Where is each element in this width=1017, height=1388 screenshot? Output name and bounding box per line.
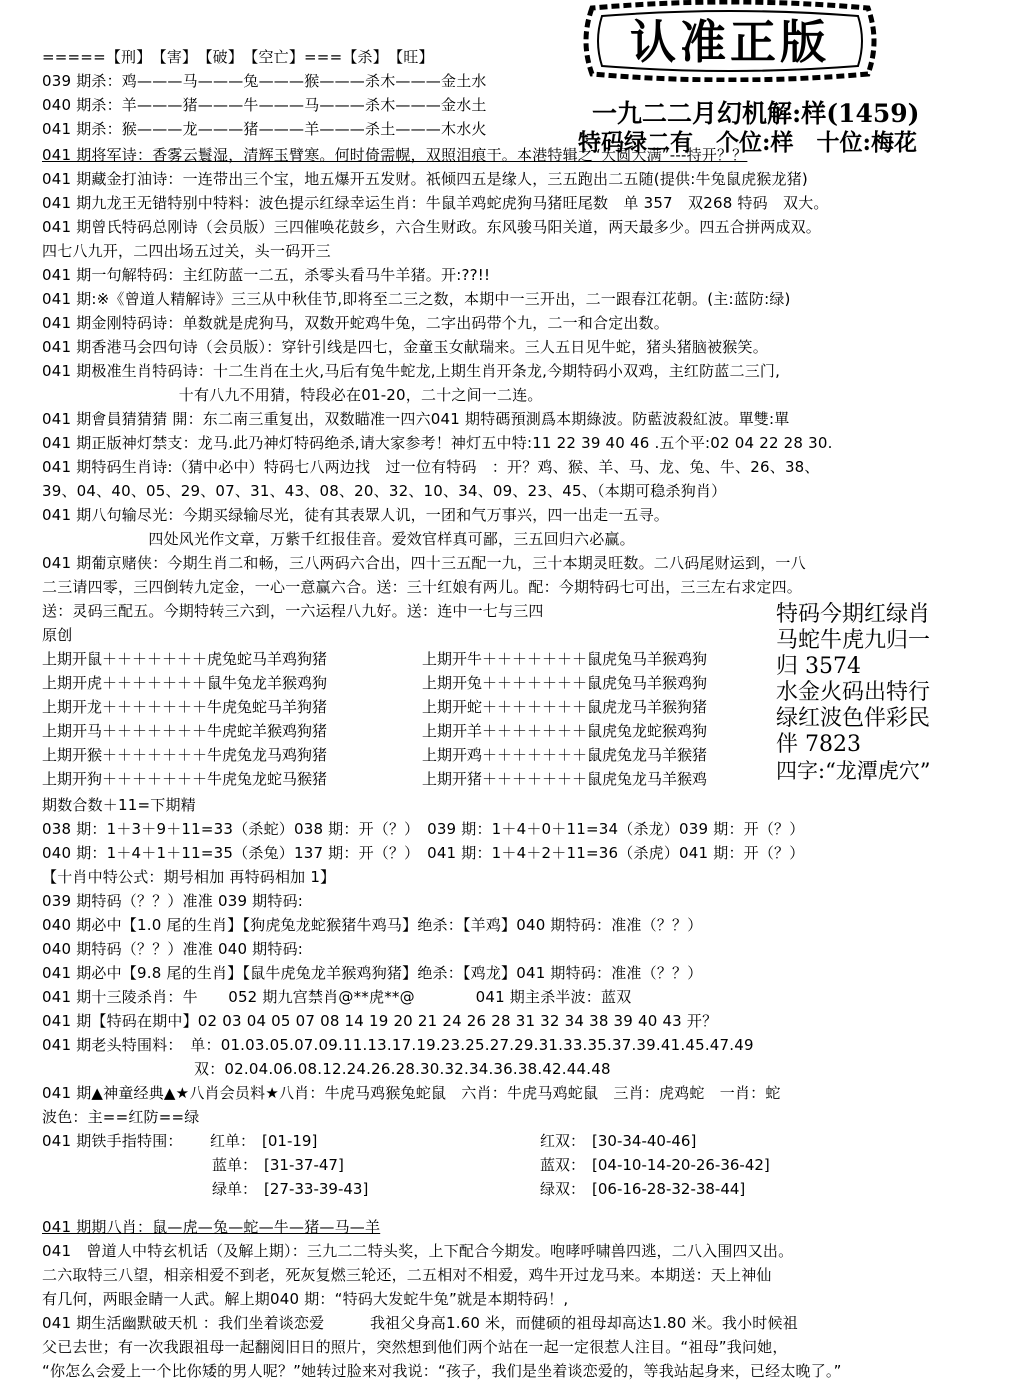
- text-line: 041 期一句解特码：主红防蓝一二五，杀零头看马牛羊猪。开:??!!: [42, 266, 491, 284]
- kill-line: 040 期杀：羊———猪———牛———马———杀木———金水土: [42, 96, 487, 114]
- side-poem-line: 绿红波色伴彩民: [776, 706, 931, 731]
- text-line: 041 期必中【9.8 尾的生肖】【鼠牛虎兔龙羊猴鸡狗猪】绝杀：【鸡龙】041 期特码：准准（？？）: [42, 964, 703, 982]
- red-single-label: 红单：: [210, 1132, 256, 1150]
- text-line: 041 期极准生肖特码诗：十二生肖在土火,马后有兔牛蛇龙,上期生肖开条龙,今期特码小双鸡，主红防蓝二三门,: [42, 362, 781, 380]
- grid-left-row: 上期开龙＋＋＋＋＋＋＋牛虎兔蛇马羊狗猪: [42, 698, 328, 716]
- grid-right-row: 上期开牛＋＋＋＋＋＋＋鼠虎兔马羊猴鸡狗: [422, 650, 708, 668]
- grid-right-row: 上期开鸡＋＋＋＋＋＋＋鼠虎兔龙马羊猴猪: [422, 746, 708, 764]
- blue-double-label: 蓝双：: [540, 1156, 586, 1174]
- text-line: 041 期▲神童经典▲★八肖会员料★八肖：牛虎马鸡猴兔蛇鼠 六肖：牛虎马鸡蛇鼠 三肖：虎鸡蛇 一肖：蛇: [42, 1084, 781, 1102]
- text-line: 四七八九开，二四出场五过关，头一码开三: [42, 242, 331, 260]
- text-line: 038 期：1＋3＋9＋11=33（杀蛇）038 期：开（？） 039 期：1＋4＋0＋11=34（杀龙）039 期：开（？）: [42, 820, 805, 838]
- side-poem-line: 特码今期红绿肖: [776, 602, 931, 627]
- text-line: 041 期期八肖：鼠—虎—兔—蛇—牛—猪—马—羊: [42, 1218, 381, 1236]
- text-line: 041 期金刚特码诗：单数就是虎狗马，双数开蛇鸡牛兔，二字出码带个九，二一和合定出数。: [42, 314, 670, 332]
- text-line: 波色：主==红防==绿: [42, 1108, 200, 1126]
- grid-left-row: 上期开狗＋＋＋＋＋＋＋牛虎兔龙蛇马猴猪: [42, 770, 328, 788]
- grid-right-row: 上期开猪＋＋＋＋＋＋＋鼠虎兔龙马羊猴鸡: [422, 770, 708, 788]
- kill-line: 041 期杀：猴———龙———猪———羊———杀土———木水火: [42, 120, 487, 138]
- grid-left-row: 上期开虎＋＋＋＋＋＋＋鼠牛兔龙羊猴鸡狗: [42, 674, 328, 692]
- text-line-tail: 经太晚了。”: [765, 1362, 842, 1380]
- side-poem-line: 四字:“龙潭虎穴”: [776, 759, 931, 783]
- side-poem-line: 水金火码出特行: [776, 680, 931, 705]
- text-line: 39、04、40、05、29、07、31、43、08、20、32、10、34、09、23、45、（本期可稳杀狗肖）: [42, 482, 727, 500]
- text-line: 十有八九不用猜，特段必在01-20，二十之间一二连。: [42, 386, 543, 404]
- grid-right-row: 上期开羊＋＋＋＋＋＋＋鼠虎兔龙蛇猴鸡狗: [422, 722, 708, 740]
- red-double-value: [30-34-40-46]: [592, 1132, 697, 1150]
- red-single-value: [01-19]: [262, 1132, 318, 1150]
- text-line: 二三请四零，三四倒转九定金，一心一意赢六合。送：三十红娘有两儿。配：今期特码七可出，三三左右求定四。: [42, 578, 803, 596]
- text-line: 041 期會員猜猜猜 開：东二南三重复出，双数瞄准一四六041 期特碼預測爲本期綠波。防藍波殺紅波。單雙:單: [42, 410, 790, 428]
- text-line: 期数合数＋11=下期精: [42, 796, 196, 814]
- side-poem-line: 马蛇牛虎九归一: [776, 628, 931, 653]
- text-line: 041 期九龙王无错特别中特料：波色提示红绿幸运生肖：牛鼠羊鸡蛇虎狗马猪旺尾数 单 357 双268 特码 双大。: [42, 194, 829, 212]
- kill-line: 039 期杀：鸡———马———兔———猴———杀木———金土水: [42, 72, 487, 90]
- green-double-value: [06-16-28-32-38-44]: [592, 1180, 746, 1198]
- green-single-label: 绿单：: [212, 1180, 258, 1198]
- handwritten-note: 一九二二月幻机解:样(1459): [592, 99, 920, 128]
- grid-left-row: 上期开马＋＋＋＋＋＋＋牛虎蛇羊猴鸡狗猪: [42, 722, 328, 740]
- text-line: 040 期：1＋4＋1＋11=35（杀兔）137 期：开（？） 041 期：1＋4＋2＋11=36（杀虎）041 期：开（？）: [42, 844, 805, 862]
- text-line: 041 期十三陵杀肖：牛 052 期九宫禁肖@**虎**@ 041 期主杀半波：蓝双: [42, 988, 632, 1006]
- text-line: 041 期【特码在期中】02 03 04 05 07 08 14 19 20 21 24 26 28 31 32 34 38 39 40 43 开？: [42, 1012, 718, 1030]
- grid-left-row: 上期开猴＋＋＋＋＋＋＋牛虎兔龙马鸡狗猪: [42, 746, 328, 764]
- red-double-label: 红双：: [540, 1132, 586, 1150]
- text-line: 041 期将军诗：香雾云鬟湿，清辉玉臂寒。何时倚需幌，双照泪痕干。本港特辑之“大圆大满”---特开？？: [42, 146, 748, 164]
- text-line: “你怎么会爱上一个比你矮的男人呢？”她转过脸来对我说：“孩子，我们是坐着谈恋爱的，等我站起身来，已经太晚了。”: [42, 1362, 842, 1380]
- stamp-text: 认准正版: [630, 15, 830, 69]
- text-line: 041 期生活幽默破天机 ：我们坐着谈恋爱 我祖父身高1.60 米，而健硕的祖母却高达1.80 米。我小时候祖: [42, 1314, 798, 1332]
- blue-single-value: [31-37-47]: [264, 1156, 344, 1174]
- blue-single-label: 蓝单：: [212, 1156, 258, 1174]
- text-line: 双：02.04.06.08.12.24.26.28.30.32.34.36.38.42.44.48: [42, 1060, 611, 1078]
- text-line: 送：灵码三配五。今期特转三六到，一六运程八九好。送：连中一七与三四: [42, 602, 544, 620]
- text-line: 四处风光作文章，万紫千红报佳音。爱效官样真可鄙，三五回归六必赢。: [42, 530, 635, 548]
- text-line: 041 期香港马会四句诗（会员版）：穿针引线是四七，金童玉女献瑞来。三人五日见牛蛇，猪头猪脑被猴笑。: [42, 338, 768, 356]
- handwritten-note: 特码绿二有 个位:样 十位:梅花: [578, 129, 917, 156]
- text-line: 【十肖中特公式：期号相加 再特码相加 1】: [42, 868, 336, 886]
- text-line: 有几何，两眼金睛一人武。解上期040 期：“特码大发蛇牛兔”就是本期特码！,: [42, 1290, 569, 1308]
- side-poem-line: 归 3574: [776, 654, 861, 679]
- text-line: 041 期藏金打油诗：一连带出三个宝，地五爆开五发财。祇倾四五是缘人，三五跑出二五随(提供:牛兔鼠虎猴龙猪): [42, 170, 808, 188]
- side-poem-line: 伴 7823: [776, 732, 861, 757]
- text-line: 040 期特码（？？）准准 040 期特码:: [42, 940, 304, 958]
- iron-finger-prefix: 041 期铁手指特围：: [42, 1132, 183, 1150]
- text-line: 040 期必中【1.0 尾的生肖】【狗虎兔龙蛇猴猪牛鸡马】绝杀：【羊鸡】040 期特码：准准（？？）: [42, 916, 703, 934]
- text-line: 041 曾道人中特玄机话（及解上期）：三九二二特头奖，上下配合今期发。咆哮呼啸兽四逃，二八入围四又出。: [42, 1242, 794, 1260]
- text-line: 父已去世；有一次我跟祖母一起翻阅旧日的照片，突然想到他们两个站在一起一定很惹人注目。“祖母”我问她，: [42, 1338, 788, 1356]
- text-line: 041 期老头特围料： 单：01.03.05.07.09.11.13.17.19.23.25.27.29.31.33.35.37.39.41.45.47.49: [42, 1036, 754, 1054]
- grid-right-row: 上期开蛇＋＋＋＋＋＋＋鼠虎龙马羊猴狗猪: [422, 698, 708, 716]
- section-label: 原创: [42, 626, 73, 644]
- text-line: 041 期八句输尽光：今期买绿输尽光，徒有其表眾人讥，一团和气万事兴，四一出走一五寻。: [42, 506, 670, 524]
- text-line: 041 期特码生肖诗:（猜中必中）特码七八两边找 过一位有特码 ：开？鸡、猴、羊、马、龙、兔、牛、26、38、: [42, 458, 820, 476]
- header-row: =====【刑】 【害】 【破】 【空亡】===【杀】 【旺】: [42, 48, 434, 66]
- grid-left-row: 上期开鼠＋＋＋＋＋＋＋虎兔蛇马羊鸡狗猪: [42, 650, 328, 668]
- green-double-label: 绿双：: [540, 1180, 586, 1198]
- green-single-value: [27-33-39-43]: [264, 1180, 369, 1198]
- text-line: 041 期:※《曾道人精解诗》三三从中秋佳节,即将至二三之数，本期中一三开出，二一跟春江花朝。(主:蓝防:绿): [42, 290, 791, 308]
- text-line: 二六取特三八望，相亲相爱不到老，死灰复燃三轮还，二五相对不相爱，鸡牛开过龙马来。本期送：天上神仙: [42, 1266, 772, 1284]
- text-line: 041 期正版神灯禁支：龙马.此乃神灯特码绝杀,请大家参考！神灯五中特:11 22 39 40 46 .五个平:02 04 22 28 30.: [42, 434, 833, 452]
- text-line: 039 期特码（？？）准准 039 期特码:: [42, 892, 304, 910]
- text-line: 041 期曾氏特码总刚诗（会员版）三四催唤花鼓乡，六合生财政。东风骏马阳关道，两天最多少。四五合拼两成双。: [42, 218, 822, 236]
- grid-right-row: 上期开兔＋＋＋＋＋＋＋鼠虎兔马羊猴鸡狗: [422, 674, 708, 692]
- blue-double-value: [04-10-14-20-26-36-42]: [592, 1156, 770, 1174]
- authentic-stamp: [580, 0, 880, 82]
- text-line: 041 期葡京赌侠：今期生肖二和畅，三八两码六合出，四十三五配一九，三十本期灵旺数。二八码尾财运到，一八: [42, 554, 806, 572]
